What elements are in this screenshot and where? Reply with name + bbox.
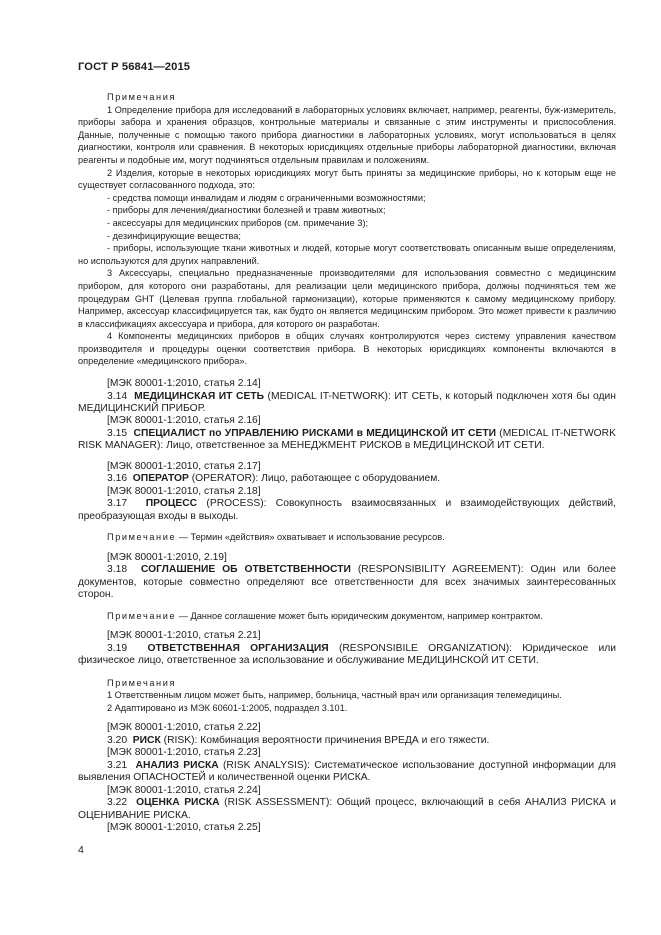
term-3-20 xyxy=(78,735,616,747)
note-text: — Данное соглашение может быть юридическим документом, например контрактом. xyxy=(176,610,543,621)
note-2-item-5: - приборы, использующие ткани животных и людей, которые могут соответствовать описанным выше определениям, но используются для других направлений. xyxy=(78,243,616,266)
reference: [МЭК 80001-1:2010, статья 2.18] xyxy=(107,485,261,497)
reference: [МЭК 80001-1:2010, статья 2.16] xyxy=(107,415,261,427)
term-number: 3.18 xyxy=(107,564,128,576)
term-3-18 xyxy=(78,564,616,601)
term-number: 3.17 xyxy=(107,498,128,510)
note-2-item-3: - аксессуары для медицинских приборов (см. примечание 3); xyxy=(107,217,369,228)
term-number: 3.14 xyxy=(107,390,128,402)
term-definition: (MEDICAL IT-NETWORK RISK MANAGER): Лицо, ответственное за МЕНЕДЖМЕНТ РИСКОВ в МЕДИЦИНСКОЙ ИТ СЕТИ. xyxy=(78,428,616,452)
reference: [МЭК 80001-1:2010, статья 2.23] xyxy=(107,747,261,759)
reference: [МЭК 80001-1:2010, статья 2.17] xyxy=(107,460,261,472)
note-2-item-1: - средства помощи инвалидам и людям с ограниченными возможностями; xyxy=(107,192,426,203)
reference: [МЭК 80001-1:2010, статья 2.25] xyxy=(107,822,261,834)
note-2-item-2: - приборы для лечения/диагностики болезней и травм животных; xyxy=(107,205,386,216)
term-name: АНАЛИЗ РИСКА xyxy=(135,760,219,772)
reference: [МЭК 80001-1:2010, статья 2.24] xyxy=(107,784,261,796)
note-4: 4 Компоненты медицинских приборов в общих случаях контролируются через систему управления качеством производителя и процедуры оценки соответствия прибора. В некоторых юрисдикциях компоненты включаются в определение «медицинского прибора». xyxy=(78,331,616,367)
term-3-17 xyxy=(78,498,616,523)
term-definition: (RESPONSIBILE ORGANIZATION): Юридическое или физическое лицо, ответственное за использование и обслуживание МЕДИЦИНСКОЙ ИТ СЕТИ. xyxy=(78,642,616,667)
note-3: 3 Аксессуары, специально предназначенные производителями для использования совместно с медицинским прибором, для которого они разработаны, для реализации цели медицинского прибора, должны подчиняться тем же процедурам GHT (Целевая группа глобальной гармонизации), которые применяются к самому медицинскому прибору. Например, аксессуар классифицируется так, как будто он является медицинским прибором. Это может привести к различию в классификациях аксессуара и прибора, для которого он разработан. xyxy=(78,268,616,329)
note xyxy=(78,531,616,544)
term-definition: (OPERATOR): Лицо, работающее с оборудованием. xyxy=(188,473,441,485)
note-2: 2 Изделия, которые в некоторых юрисдикциях могут быть приняты за медицинские приборы, но к которым еще не существует согласованного подхода, это: xyxy=(78,167,616,191)
term-name: СПЕЦИАЛИСТ по УПРАВЛЕНИЮ РИСКАМИ в МЕДИЦИНСКОЙ ИТ СЕТИ xyxy=(133,428,497,440)
note-1: 1 Определение прибора для исследований в лабораторных условиях включает, например, реагенты, буж-измеритель, приборы забора и хранения образцов, контрольные материалы и связанные с этим инструменты и приспособления. Данные, полученные с помощью такого прибора диагностики в лабораторных условиях, могут использоваться в целях диагностики, контроля или сравнения. В некоторых юрисдикциях отдельные приборы лабораторной диагностики, включая реагенты и подобные им, могут подчиняться отдельным правилам и положениям. xyxy=(78,104,616,165)
reference: [МЭК 80001-1:2010, статья 2.21] xyxy=(107,630,261,642)
term-number: 3.22 xyxy=(107,797,128,809)
term-name: РИСК xyxy=(132,735,161,747)
term-name: ОЦЕНКА РИСКА xyxy=(136,797,220,809)
reference: [МЭК 80001-1:2010, статья 2.14] xyxy=(107,378,261,390)
notes-heading: Примечания xyxy=(107,677,177,688)
note-2: 2 Адаптировано из МЭК 60601-1:2005, подраздел 3.101. xyxy=(107,702,348,713)
reference: [МЭК 80001-1:2010, 2.19] xyxy=(107,551,227,563)
note-label: Примечание xyxy=(107,532,177,543)
term-number: 3.19 xyxy=(107,642,128,654)
note-text: — Термин «действия» охватывает и использование ресурсов. xyxy=(176,532,445,543)
term-name: ОПЕРАТОР xyxy=(132,473,189,485)
term-definition: (RISK ASSESSMENT): Общий процесс, включающий в себя АНАЛИЗ РИСКА и ОЦЕНИВАНИЕ РИСКА. xyxy=(78,797,616,821)
term-number: 3.20 xyxy=(107,735,128,747)
term-3-21 xyxy=(78,760,616,785)
page-content xyxy=(78,91,616,835)
note-1: 1 Ответственным лицом может быть, например, больница, частный врач или организация телемедицины. xyxy=(107,690,562,701)
term-3-16 xyxy=(78,473,616,485)
document-header: ГОСТ Р 56841—2015 xyxy=(78,61,191,73)
term-definition: (RISK ANALYSIS): Систематическое использование доступной информации для выявления ОПАСНОСТЕЙ и количественной оценки РИСКА. xyxy=(78,760,616,784)
term-number: 3.16 xyxy=(107,473,128,485)
term-definition: (RISK): Комбинация вероятности причинения ВРЕДА и его тяжести. xyxy=(160,735,490,747)
notes-heading: Примечания xyxy=(107,92,177,102)
term-number: 3.21 xyxy=(107,760,128,772)
term-definition: (RESPONSIBILITY AGREEMENT): Один или более документов, которые совместно определяют все ответственности для всех значимых заинтересованных сторон. xyxy=(78,564,616,601)
term-3-14 xyxy=(78,391,616,416)
term-name: ПРОЦЕСС xyxy=(145,498,198,510)
reference: [МЭК 80001-1:2010, статья 2.22] xyxy=(107,722,261,734)
term-name: МЕДИЦИНСКАЯ ИТ СЕТЬ xyxy=(134,390,265,402)
note-2-item-4: - дезинфицирующие вещества; xyxy=(107,230,241,241)
note xyxy=(78,610,616,623)
term-3-19 xyxy=(78,643,616,668)
term-name: ОТВЕТСТВЕННАЯ ОРГАНИЗАЦИЯ xyxy=(147,642,329,654)
term-number: 3.15 xyxy=(107,428,128,440)
note-label: Примечание xyxy=(107,610,177,621)
term-3-15 xyxy=(78,428,616,453)
page-number: 4 xyxy=(78,844,84,856)
term-definition: (PROCESS): Совокупность взаимосвязанных и взаимодействующих действий, преобразующая входы в выходы. xyxy=(78,498,616,522)
term-name: СОГЛАШЕНИЕ ОБ ОТВЕТСТВЕННОСТИ xyxy=(140,564,351,576)
term-definition: (MEDICAL IT-NETWORK): ИТ СЕТЬ, к который подключен хотя бы один МЕДИЦИНСКИЙ ПРИБОР. xyxy=(78,390,616,415)
term-3-22 xyxy=(78,797,616,822)
